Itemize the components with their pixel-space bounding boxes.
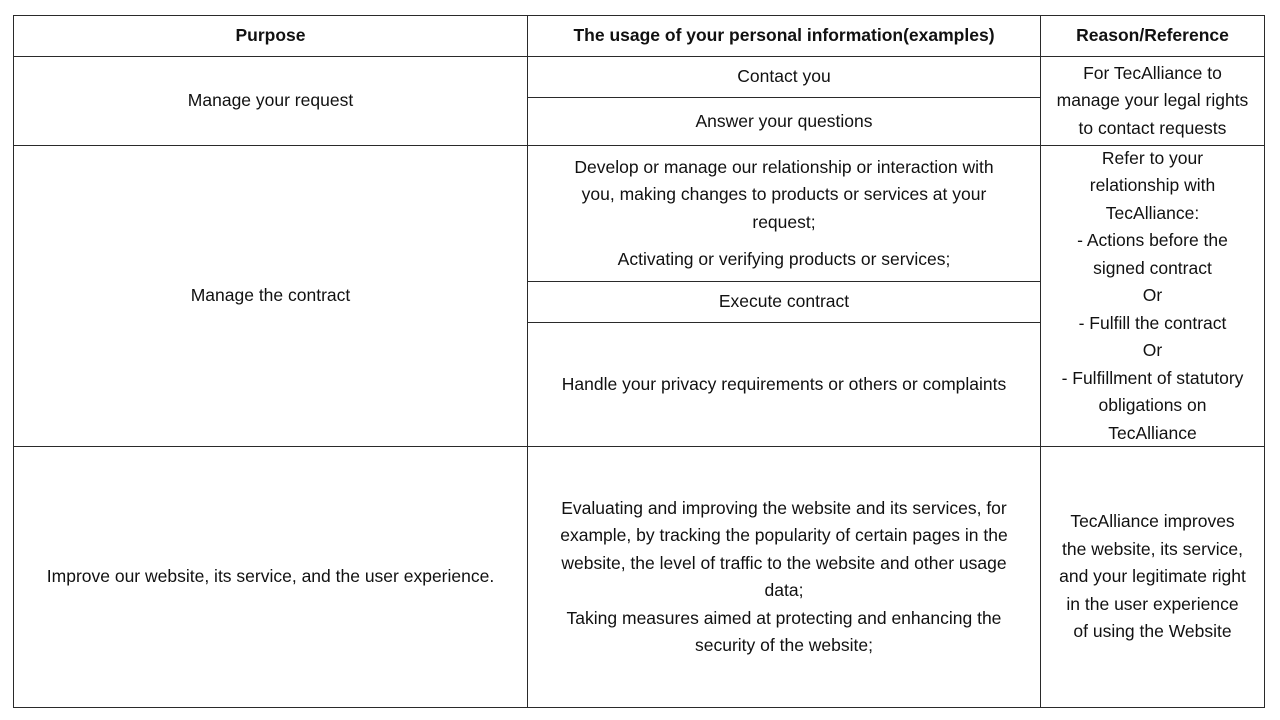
purpose-table [13,15,1265,708]
row2-purpose: Manage the contract [190,285,351,306]
row2-usage-activating-text: Activating or verifying products or services; [617,249,951,269]
row1-purpose: Manage your request [187,90,354,111]
header-purpose: Purpose [235,25,306,46]
row2-reason: Refer to your relationship with TecAlliance: - Actions before the signed contract Or - Fulfill the contract Or - Fulfillment of statutory obligations on TecAlliance [1061,147,1244,443]
table-border-bottom [13,707,1265,708]
row1-usage-answer: Answer your questions [695,110,873,131]
row3-reason: TecAlliance improves the website, its service, and your legitimate right in the user experience of using the Website [1059,511,1246,642]
row3-purpose: Improve our website, its service, and the user experience. [46,566,495,587]
header-reason: Reason/Reference [1076,25,1229,46]
header-usage: The usage of your personal information(examples) [573,25,995,46]
row2-usage-relationship [528,146,1040,281]
row2-usage-execute: Execute contract [718,291,850,312]
row2-usage-privacy: Handle your privacy requirements or others or complaints [561,373,1007,394]
table-border-right [1264,15,1265,708]
row2-usage-relationship-text: Develop or manage our relationship or interaction with you, making changes to products or services at your request; [574,156,994,232]
row1-reason: For TecAlliance to manage your legal rights to contact requests [1056,62,1249,138]
row1-usage-contact: Contact you [737,66,831,87]
row3-usage: Evaluating and improving the website and its services, for example, by tracking the popularity of certain pages in the website, the level of traffic to the website and other usage data; Taking measures aimed at protecting and enhancing the security of the website; [560,497,1008,655]
